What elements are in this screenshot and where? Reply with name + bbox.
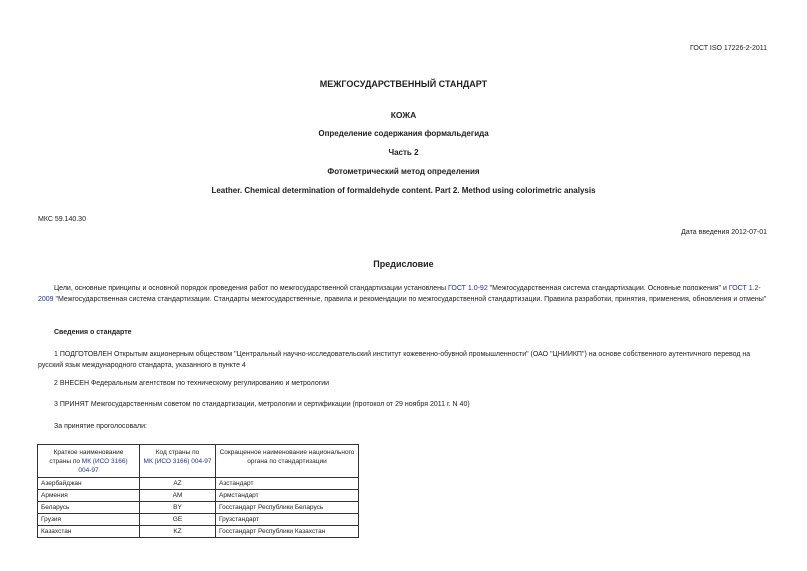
code-cell: AZ [140, 478, 216, 490]
foreword-text-part: "Межгосударственная система стандартизации. Основные положения" и [487, 285, 729, 292]
standard-info-title: Сведения о стандарте [54, 329, 132, 336]
table-header-row [38, 445, 359, 478]
table-row [38, 502, 359, 514]
body-cell: Азстандарт [216, 478, 359, 490]
method-heading: Фотометрический метод определения [327, 167, 480, 176]
header-country-code [140, 445, 216, 478]
gost-1-2-2009-link[interactable]: ГОСТ 1.2-2009 [38, 285, 761, 303]
mks-code: МКС 59.140.30 [38, 216, 86, 223]
body-cell: Госстандарт Республики Беларусь [216, 502, 359, 514]
mk-iso-3166-year-link[interactable]: 004-97 [78, 467, 99, 474]
gost-1-0-92-link[interactable]: ГОСТ 1.0-92 [447, 285, 488, 292]
foreword-text-part: "Межгосударственная система стандартизации. Стандарты межгосударственные, правила и рекомендации по межгосударственной стандартизации. Правила разработки, принятия, применения, обновления и отмены" [53, 296, 767, 303]
voted-label: За принятие проголосовали: [54, 423, 147, 430]
header-text: органа по стандартизации [247, 458, 327, 465]
part-heading: Часть 2 [388, 148, 419, 157]
intro-date: Дата введения 2012-07-01 [681, 229, 767, 236]
standard-type-heading: МЕЖГОСУДАРСТВЕННЫЙ СТАНДАРТ [319, 79, 488, 89]
code-cell: KZ [140, 526, 216, 538]
country-cell: Грузия [38, 514, 140, 526]
header-text: Краткое наименование [53, 449, 124, 456]
english-title-heading: Leather. Chemical determination of formaldehyde content. Part 2. Method using colorimetric analysis [211, 186, 596, 195]
mk-iso-3166-link[interactable]: МК (ИСО 3166) [81, 458, 128, 465]
subject-heading: КОЖА [390, 110, 417, 120]
country-cell: Армения [38, 490, 140, 502]
code-cell: AM [140, 490, 216, 502]
item-3-adopted: 3 ПРИНЯТ Межгосударственным советом по стандартизации, метрологии и сертификации (протокол от 29 ноября 2011 г. N 40) [54, 401, 470, 408]
header-country-name [38, 445, 140, 478]
body-cell: Армстандарт [216, 490, 359, 502]
country-cell: Беларусь [38, 502, 140, 514]
document-number: ГОСТ ISO 17226-2-2011 [690, 45, 767, 52]
code-cell: BY [140, 502, 216, 514]
table-row [38, 478, 359, 490]
item-2-introduced: 2 ВНЕСЕН Федеральным агентством по техническому регулированию и метрологии [54, 380, 330, 387]
title-heading: Определение содержания формальдегида [318, 129, 489, 138]
item-1-prepared: 1 ПОДГОТОВЛЕН Открытым акционерным обществом "Центральный научно-исследовательский институт кожевенно-обувной промышленности" (ОАО "ЦНИИКП") на основе собственного аутентичного перевод на русский язык международного стандарта, указанного в пункте 4 [38, 351, 751, 369]
foreword-paragraph [38, 283, 769, 305]
countries-table [37, 444, 359, 538]
body-cell: Госстандарт Республики Казахстан [216, 526, 359, 538]
header-standards-body [216, 445, 359, 478]
foreword-title: Предисловие [373, 259, 434, 269]
table-row [38, 526, 359, 538]
foreword-text-part: Цели, основные принципы и основной порядок проведения работ по межгосударственной стандартизации установлены [54, 285, 448, 292]
header-text: страны по [49, 458, 82, 465]
body-cell: Грузстандарт [216, 514, 359, 526]
country-cell: Казахстан [38, 526, 140, 538]
header-text: Сокращенное наименование национального [219, 449, 355, 456]
header-text: Код страны по [155, 449, 200, 456]
table-row [38, 490, 359, 502]
code-cell: GE [140, 514, 216, 526]
table-row [38, 514, 359, 526]
mk-iso-3166-code-link[interactable]: МК (ИСО 3166) 004-97 [143, 458, 212, 465]
country-cell: Азербайджан [38, 478, 140, 490]
